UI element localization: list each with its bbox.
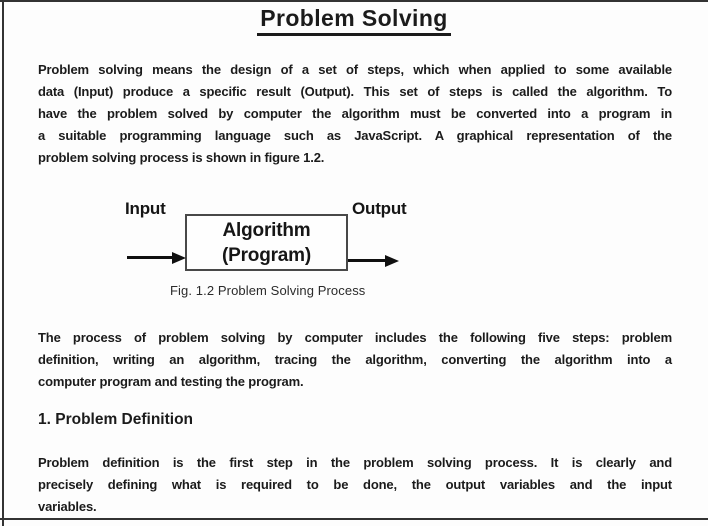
input-arrowhead-icon: [172, 252, 186, 264]
paragraph-line: definition, writing an algorithm, tracing the algorithm, converting the algorithm into a: [38, 352, 672, 367]
paragraph-line: variables.: [38, 499, 97, 514]
paragraph-problem-definition: [38, 452, 672, 518]
title-row: [0, 5, 708, 36]
input-arrow-line: [127, 256, 173, 259]
paragraph-line: Problem solving means the design of a set of steps, which when applied to some available: [38, 62, 672, 77]
page-title: Problem Solving: [257, 5, 450, 36]
output-label: Output: [352, 199, 407, 218]
paragraph-five-steps: [38, 327, 672, 393]
page-bottom-rule: [0, 518, 708, 520]
algorithm-box-line1: Algorithm: [222, 219, 311, 241]
input-label: Input: [125, 199, 166, 218]
section-heading: 1. Problem Definition: [38, 411, 194, 428]
paragraph-line: Problem definition is the first step in the problem solving process. It is clearly and: [38, 455, 672, 470]
output-arrowhead-icon: [385, 255, 399, 267]
paragraph-line: data (Input) produce a specific result (Output). This set of steps is called the algorithm. To: [38, 84, 672, 99]
paragraph-line: have the problem solved by computer the algorithm must be converted into a program in: [38, 106, 672, 121]
paragraph-line: a suitable programming language such as JavaScript. A graphical representation of the: [38, 128, 672, 143]
algorithm-box: [185, 214, 348, 271]
paragraph-line: problem solving process is shown in figure 1.2.: [38, 150, 325, 165]
page-top-rule: [0, 0, 708, 2]
paragraph-line: precisely defining what is required to be done, the output variables and the input: [38, 477, 672, 492]
paragraph-intro: [38, 59, 672, 169]
paragraph-line: computer program and testing the program.: [38, 374, 304, 389]
figure-diagram: [0, 198, 708, 300]
output-arrow-line: [348, 259, 386, 262]
algorithm-box-line2: (Program): [222, 244, 311, 266]
figure-caption: Fig. 1.2 Problem Solving Process: [170, 283, 366, 298]
paragraph-line: The process of problem solving by computer includes the following five steps: problem: [38, 330, 672, 345]
